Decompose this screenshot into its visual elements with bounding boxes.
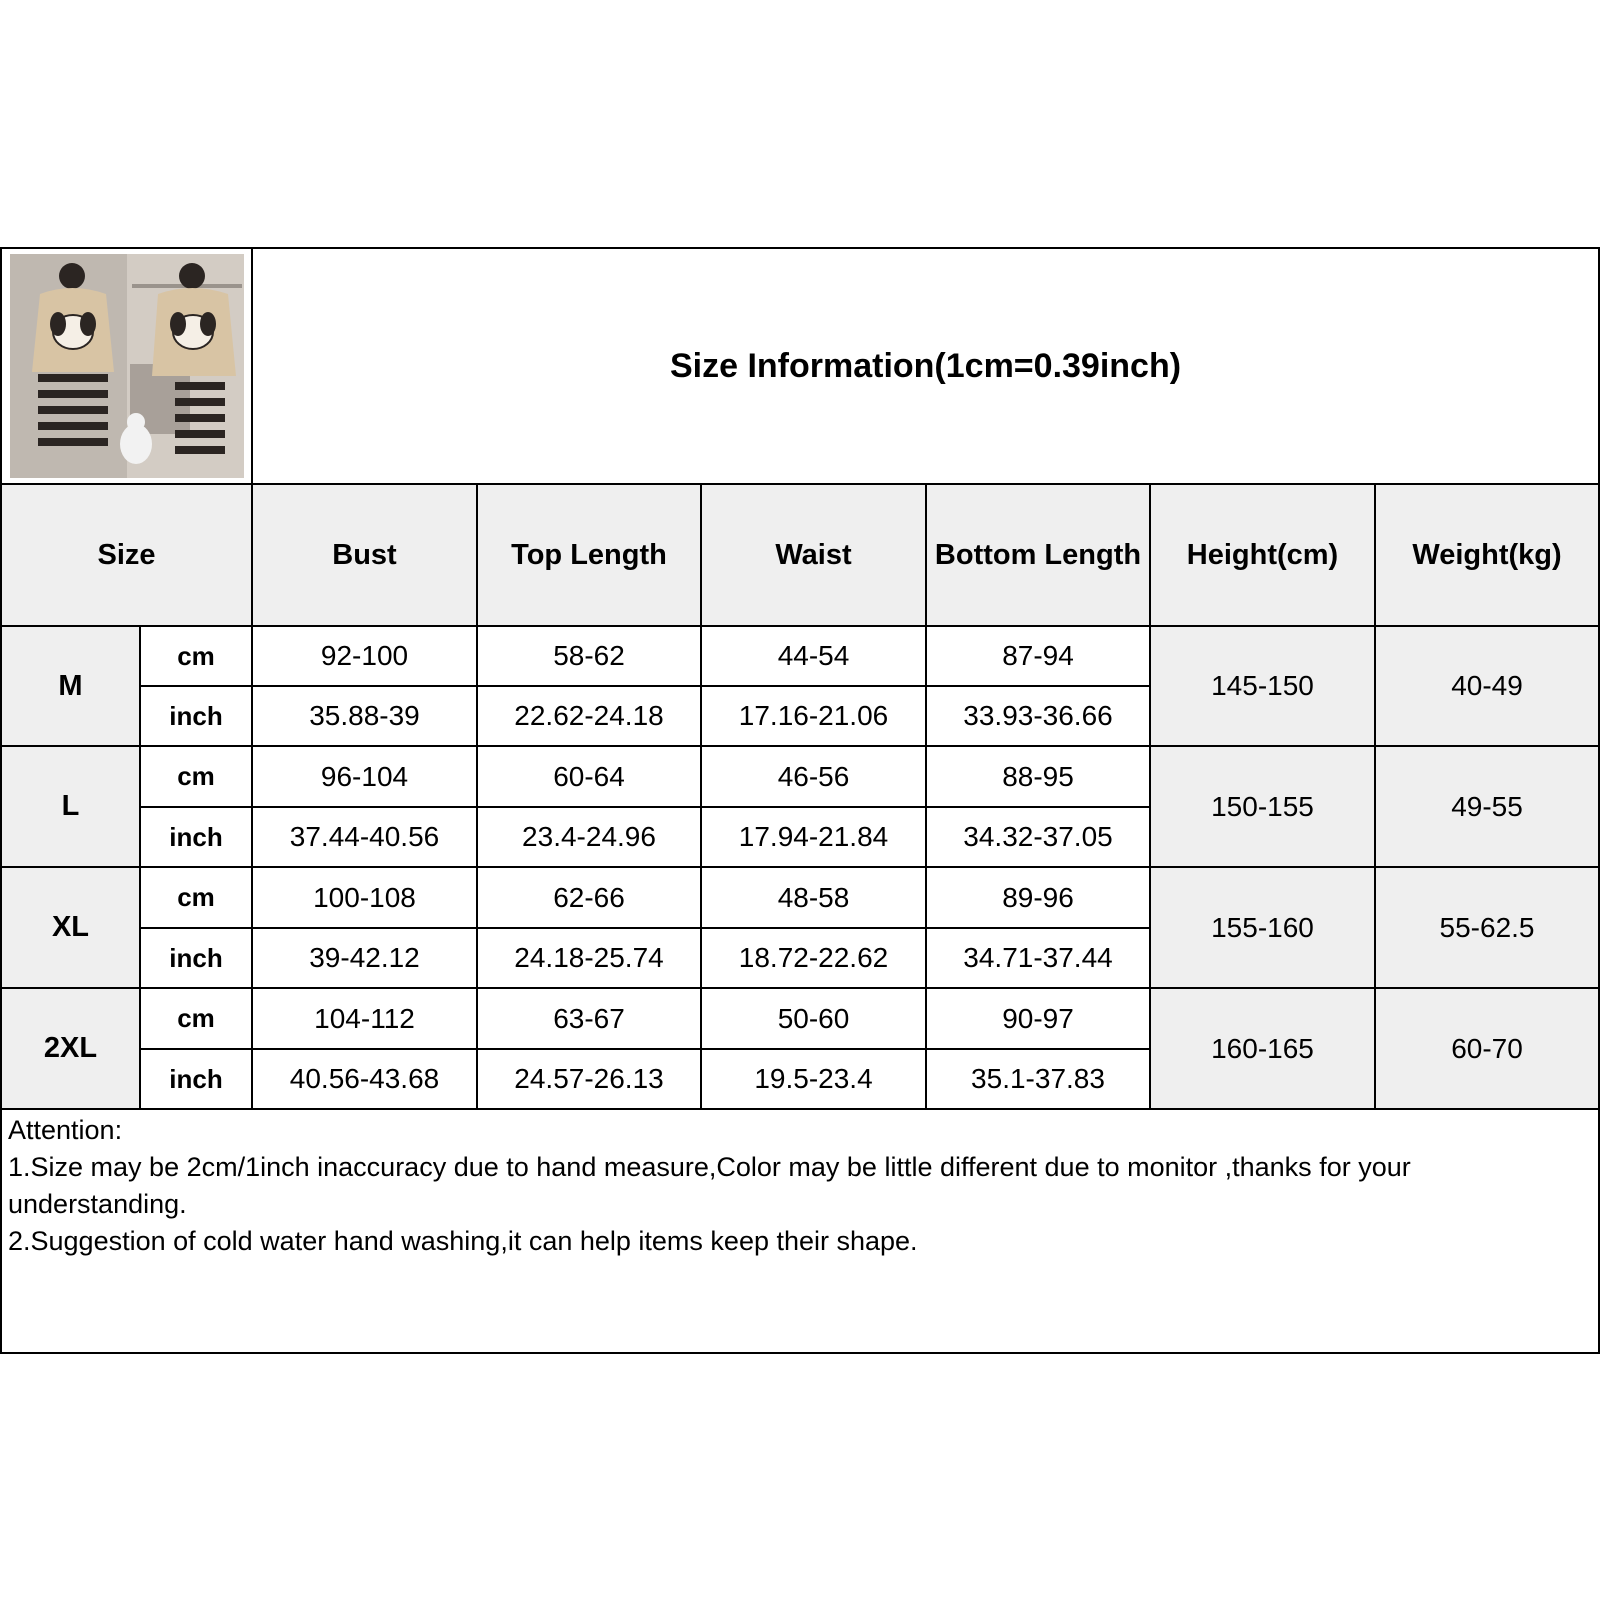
unit-cm: cm [140, 867, 252, 928]
cell-top-length-cm: 62-66 [477, 867, 701, 928]
size-chart-sheet [0, 247, 1600, 1354]
cell-weight: 55-62.5 [1375, 867, 1598, 988]
cell-bust-cm: 92-100 [252, 626, 477, 686]
cell-weight: 40-49 [1375, 626, 1598, 746]
cell-bust-inch: 35.88-39 [252, 686, 477, 746]
cell-height: 145-150 [1150, 626, 1375, 746]
size-label-xl: XL [2, 867, 140, 988]
cell-bust-inch: 37.44-40.56 [252, 807, 477, 867]
cell-top-length-cm: 63-67 [477, 988, 701, 1049]
cell-waist-cm: 44-54 [701, 626, 926, 686]
unit-inch: inch [140, 928, 252, 988]
unit-cm: cm [140, 626, 252, 686]
cell-bust-inch: 39-42.12 [252, 928, 477, 988]
cell-waist-inch: 19.5-23.4 [701, 1049, 926, 1109]
cell-height: 150-155 [1150, 746, 1375, 867]
cell-bottom-length-cm: 87-94 [926, 626, 1150, 686]
cell-bottom-length-cm: 89-96 [926, 867, 1150, 928]
header-size: Size [2, 484, 252, 626]
unit-cm: cm [140, 746, 252, 807]
cell-bottom-length-inch: 34.32-37.05 [926, 807, 1150, 867]
cell-bust-cm: 104-112 [252, 988, 477, 1049]
size-label-m: M [2, 626, 140, 746]
cell-top-length-inch: 23.4-24.96 [477, 807, 701, 867]
cell-waist-cm: 46-56 [701, 746, 926, 807]
cell-top-length-cm: 60-64 [477, 746, 701, 807]
header-height: Height(cm) [1150, 484, 1375, 626]
cell-weight: 49-55 [1375, 746, 1598, 867]
cell-weight: 60-70 [1375, 988, 1598, 1109]
size-table [2, 249, 1598, 1110]
notes-heading: Attention: [8, 1115, 123, 1145]
cell-bottom-length-inch: 34.71-37.44 [926, 928, 1150, 988]
cell-bust-cm: 100-108 [252, 867, 477, 928]
cell-top-length-cm: 58-62 [477, 626, 701, 686]
cell-height: 155-160 [1150, 867, 1375, 988]
size-label-2xl: 2XL [2, 988, 140, 1109]
cell-top-length-inch: 22.62-24.18 [477, 686, 701, 746]
size-label-l: L [2, 746, 140, 867]
unit-inch: inch [140, 807, 252, 867]
header-bust: Bust [252, 484, 477, 626]
header-top-length: Top Length [477, 484, 701, 626]
unit-inch: inch [140, 1049, 252, 1109]
cell-bottom-length-inch: 33.93-36.66 [926, 686, 1150, 746]
unit-cm: cm [140, 988, 252, 1049]
header-weight: Weight(kg) [1375, 484, 1598, 626]
product-photo [10, 254, 244, 478]
cell-bust-cm: 96-104 [252, 746, 477, 807]
cell-waist-cm: 48-58 [701, 867, 926, 928]
product-photo-cell [2, 249, 252, 484]
cell-bust-inch: 40.56-43.68 [252, 1049, 477, 1109]
notes-line-2: 2.Suggestion of cold water hand washing,it can help items keep their shape. [8, 1226, 918, 1256]
cell-bottom-length-inch: 35.1-37.83 [926, 1049, 1150, 1109]
attention-notes [8, 1112, 1588, 1260]
cell-waist-inch: 17.16-21.06 [701, 686, 926, 746]
cell-waist-inch: 18.72-22.62 [701, 928, 926, 988]
size-info-title: Size Information(1cm=0.39inch) [252, 249, 1598, 484]
cell-height: 160-165 [1150, 988, 1375, 1109]
cell-bottom-length-cm: 88-95 [926, 746, 1150, 807]
cell-bottom-length-cm: 90-97 [926, 988, 1150, 1049]
header-waist: Waist [701, 484, 926, 626]
header-bottom-length: Bottom Length [926, 484, 1150, 626]
unit-inch: inch [140, 686, 252, 746]
cell-top-length-inch: 24.18-25.74 [477, 928, 701, 988]
cell-top-length-inch: 24.57-26.13 [477, 1049, 701, 1109]
cell-waist-inch: 17.94-21.84 [701, 807, 926, 867]
notes-line-1: 1.Size may be 2cm/1inch inaccuracy due to hand measure,Color may be little different due to monitor ,thanks for your understanding. [8, 1152, 1411, 1219]
cell-waist-cm: 50-60 [701, 988, 926, 1049]
